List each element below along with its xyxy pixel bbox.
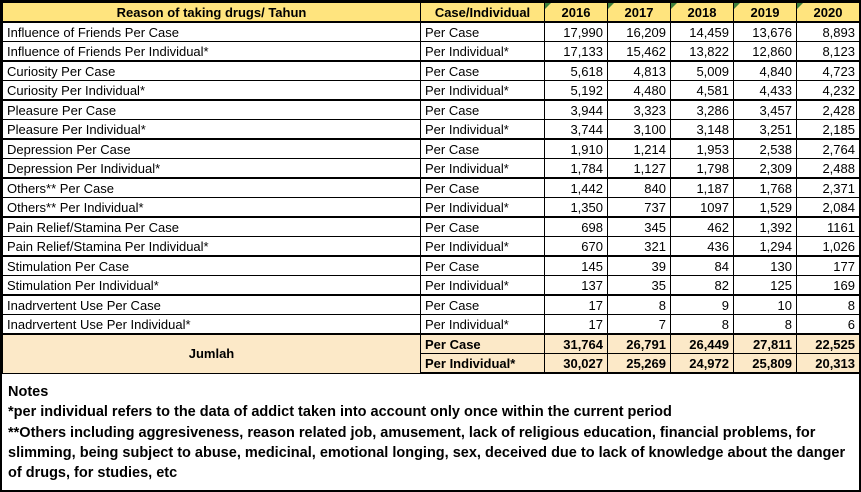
value-cell: 125 — [734, 276, 797, 296]
case-type-cell: Per Individual* — [421, 237, 545, 257]
value-cell: 4,723 — [797, 61, 860, 81]
value-cell: 39 — [608, 256, 671, 276]
value-cell: 2,538 — [734, 139, 797, 159]
cell-error-flag-icon — [797, 3, 803, 9]
value-cell: 5,009 — [671, 61, 734, 81]
totals-value-cell: 22,525 — [797, 334, 860, 354]
table-row — [3, 139, 860, 159]
header-year-2020 — [797, 3, 860, 23]
totals-case-type-cell: Per Case — [421, 334, 545, 354]
value-cell: 1,529 — [734, 198, 797, 218]
reason-cell: Stimulation Per Case — [3, 256, 421, 276]
table-row — [3, 256, 860, 276]
value-cell: 3,100 — [608, 120, 671, 140]
reason-cell: Influence of Friends Per Individual* — [3, 42, 421, 62]
reason-cell: Stimulation Per Individual* — [3, 276, 421, 296]
value-cell: 3,457 — [734, 100, 797, 120]
header-year-2017 — [608, 3, 671, 23]
value-cell: 2,428 — [797, 100, 860, 120]
value-cell: 1,214 — [608, 139, 671, 159]
value-cell: 1097 — [671, 198, 734, 218]
value-cell: 12,860 — [734, 42, 797, 62]
header-year-2018 — [671, 3, 734, 23]
table-row — [3, 276, 860, 296]
value-cell: 1,798 — [671, 159, 734, 179]
value-cell: 17 — [545, 295, 608, 315]
reason-cell: Influence of Friends Per Case — [3, 22, 421, 42]
value-cell: 130 — [734, 256, 797, 276]
value-cell: 3,148 — [671, 120, 734, 140]
reason-cell: Inadrvertent Use Per Individual* — [3, 315, 421, 335]
value-cell: 2,309 — [734, 159, 797, 179]
table-header — [3, 3, 860, 23]
value-cell: 82 — [671, 276, 734, 296]
case-type-cell: Per Case — [421, 100, 545, 120]
value-cell: 4,581 — [671, 81, 734, 101]
totals-value-cell: 25,269 — [608, 354, 671, 374]
value-cell: 4,840 — [734, 61, 797, 81]
case-type-cell: Per Individual* — [421, 159, 545, 179]
case-type-cell: Per Case — [421, 178, 545, 198]
header-year-label: 2018 — [687, 4, 717, 20]
cell-error-flag-icon — [671, 3, 677, 9]
case-type-cell: Per Individual* — [421, 276, 545, 296]
cell-error-flag-icon — [608, 3, 614, 9]
case-type-cell: Per Individual* — [421, 42, 545, 62]
reason-cell: Curiosity Per Case — [3, 61, 421, 81]
reason-cell: Curiosity Per Individual* — [3, 81, 421, 101]
table-row — [3, 295, 860, 315]
value-cell: 1,187 — [671, 178, 734, 198]
value-cell: 2,185 — [797, 120, 860, 140]
reason-cell: Pain Relief/Stamina Per Case — [3, 217, 421, 237]
reason-cell: Others** Per Case — [3, 178, 421, 198]
value-cell: 321 — [608, 237, 671, 257]
value-cell: 13,822 — [671, 42, 734, 62]
table-row — [3, 42, 860, 62]
table-row — [3, 198, 860, 218]
value-cell: 8 — [734, 315, 797, 335]
value-cell: 2,084 — [797, 198, 860, 218]
table-row — [3, 217, 860, 237]
header-year-2019 — [734, 3, 797, 23]
reason-cell: Inadrvertent Use Per Case — [3, 295, 421, 315]
value-cell: 4,480 — [608, 81, 671, 101]
notes-title: Notes — [8, 384, 49, 400]
value-cell: 84 — [671, 256, 734, 276]
value-cell: 1,784 — [545, 159, 608, 179]
value-cell: 1,910 — [545, 139, 608, 159]
value-cell: 5,192 — [545, 81, 608, 101]
value-cell: 1,127 — [608, 159, 671, 179]
value-cell: 8,123 — [797, 42, 860, 62]
header-year-2016 — [545, 3, 608, 23]
reason-cell: Depression Per Case — [3, 139, 421, 159]
value-cell: 17 — [545, 315, 608, 335]
value-cell: 15,462 — [608, 42, 671, 62]
value-cell: 1,768 — [734, 178, 797, 198]
value-cell: 2,371 — [797, 178, 860, 198]
value-cell: 670 — [545, 237, 608, 257]
value-cell: 137 — [545, 276, 608, 296]
value-cell: 145 — [545, 256, 608, 276]
header-year-label: 2016 — [561, 4, 591, 20]
value-cell: 10 — [734, 295, 797, 315]
value-cell: 169 — [797, 276, 860, 296]
case-type-cell: Per Individual* — [421, 198, 545, 218]
header-reason: Reason of taking drugs/ Tahun — [3, 3, 421, 23]
totals-value-cell: 26,449 — [671, 334, 734, 354]
table-row — [3, 315, 860, 335]
value-cell: 737 — [608, 198, 671, 218]
note-per-individual: *per individual refers to the data of addict taken into account only once within the current period — [8, 404, 672, 421]
table-row — [3, 81, 860, 101]
table-row — [3, 61, 860, 81]
value-cell: 3,944 — [545, 100, 608, 120]
table-row — [3, 178, 860, 198]
case-type-cell: Per Case — [421, 22, 545, 42]
value-cell: 1,392 — [734, 217, 797, 237]
table-row — [3, 159, 860, 179]
header-year-label: 2017 — [624, 4, 654, 20]
value-cell: 17,133 — [545, 42, 608, 62]
reason-cell: Others** Per Individual* — [3, 198, 421, 218]
header-row — [3, 3, 860, 23]
case-type-cell: Per Case — [421, 295, 545, 315]
totals-value-cell: 24,972 — [671, 354, 734, 374]
case-type-cell: Per Case — [421, 217, 545, 237]
value-cell: 9 — [671, 295, 734, 315]
value-cell: 8 — [608, 295, 671, 315]
value-cell: 13,676 — [734, 22, 797, 42]
value-cell: 4,813 — [608, 61, 671, 81]
reason-cell: Pleasure Per Case — [3, 100, 421, 120]
value-cell: 8 — [671, 315, 734, 335]
header-case-individual: Case/Individual — [421, 3, 545, 23]
reason-cell: Pain Relief/Stamina Per Individual* — [3, 237, 421, 257]
note-others: **Others including aggresiveness, reason related job, amusement, lack of religious education, financial problems, for slimming, being subject to abuse, medicinal, emotional longing, sex, deceived due to lack of knowledge about the danger of drugs, for studies, etc — [8, 424, 846, 482]
totals-value-cell: 31,764 — [545, 334, 608, 354]
table-row — [3, 100, 860, 120]
value-cell: 177 — [797, 256, 860, 276]
totals-value-cell: 30,027 — [545, 354, 608, 374]
value-cell: 4,232 — [797, 81, 860, 101]
value-cell: 1161 — [797, 217, 860, 237]
case-type-cell: Per Case — [421, 139, 545, 159]
value-cell: 3,286 — [671, 100, 734, 120]
case-type-cell: Per Case — [421, 256, 545, 276]
value-cell: 1,442 — [545, 178, 608, 198]
totals-value-cell: 25,809 — [734, 354, 797, 374]
value-cell: 698 — [545, 217, 608, 237]
case-type-cell: Per Individual* — [421, 81, 545, 101]
value-cell: 6 — [797, 315, 860, 335]
totals-value-cell: 26,791 — [608, 334, 671, 354]
value-cell: 2,764 — [797, 139, 860, 159]
table-row — [3, 22, 860, 42]
value-cell: 840 — [608, 178, 671, 198]
totals-case-type-cell: Per Individual* — [421, 354, 545, 374]
value-cell: 1,294 — [734, 237, 797, 257]
value-cell: 3,251 — [734, 120, 797, 140]
value-cell: 14,459 — [671, 22, 734, 42]
value-cell: 1,953 — [671, 139, 734, 159]
value-cell: 8 — [797, 295, 860, 315]
value-cell: 7 — [608, 315, 671, 335]
value-cell: 2,488 — [797, 159, 860, 179]
value-cell: 436 — [671, 237, 734, 257]
value-cell: 1,026 — [797, 237, 860, 257]
value-cell: 3,744 — [545, 120, 608, 140]
value-cell: 5,618 — [545, 61, 608, 81]
case-type-cell: Per Case — [421, 61, 545, 81]
header-year-label: 2020 — [813, 4, 843, 20]
table-body — [3, 22, 860, 373]
value-cell: 35 — [608, 276, 671, 296]
value-cell: 17,990 — [545, 22, 608, 42]
totals-row — [3, 334, 860, 354]
totals-value-cell: 20,313 — [797, 354, 860, 374]
totals-value-cell: 27,811 — [734, 334, 797, 354]
table-row — [3, 120, 860, 140]
value-cell: 16,209 — [608, 22, 671, 42]
case-type-cell: Per Individual* — [421, 315, 545, 335]
value-cell: 345 — [608, 217, 671, 237]
value-cell: 1,350 — [545, 198, 608, 218]
totals-label-cell: Jumlah — [3, 334, 421, 373]
drug-reason-table — [2, 2, 860, 374]
value-cell: 3,323 — [608, 100, 671, 120]
reason-cell: Pleasure Per Individual* — [3, 120, 421, 140]
reason-cell: Depression Per Individual* — [3, 159, 421, 179]
cell-error-flag-icon — [734, 3, 740, 9]
notes-section — [2, 374, 859, 483]
value-cell: 8,893 — [797, 22, 860, 42]
case-type-cell: Per Individual* — [421, 120, 545, 140]
header-year-label: 2019 — [750, 4, 780, 20]
table-row — [3, 237, 860, 257]
value-cell: 462 — [671, 217, 734, 237]
value-cell: 4,433 — [734, 81, 797, 101]
cell-error-flag-icon — [545, 3, 551, 9]
